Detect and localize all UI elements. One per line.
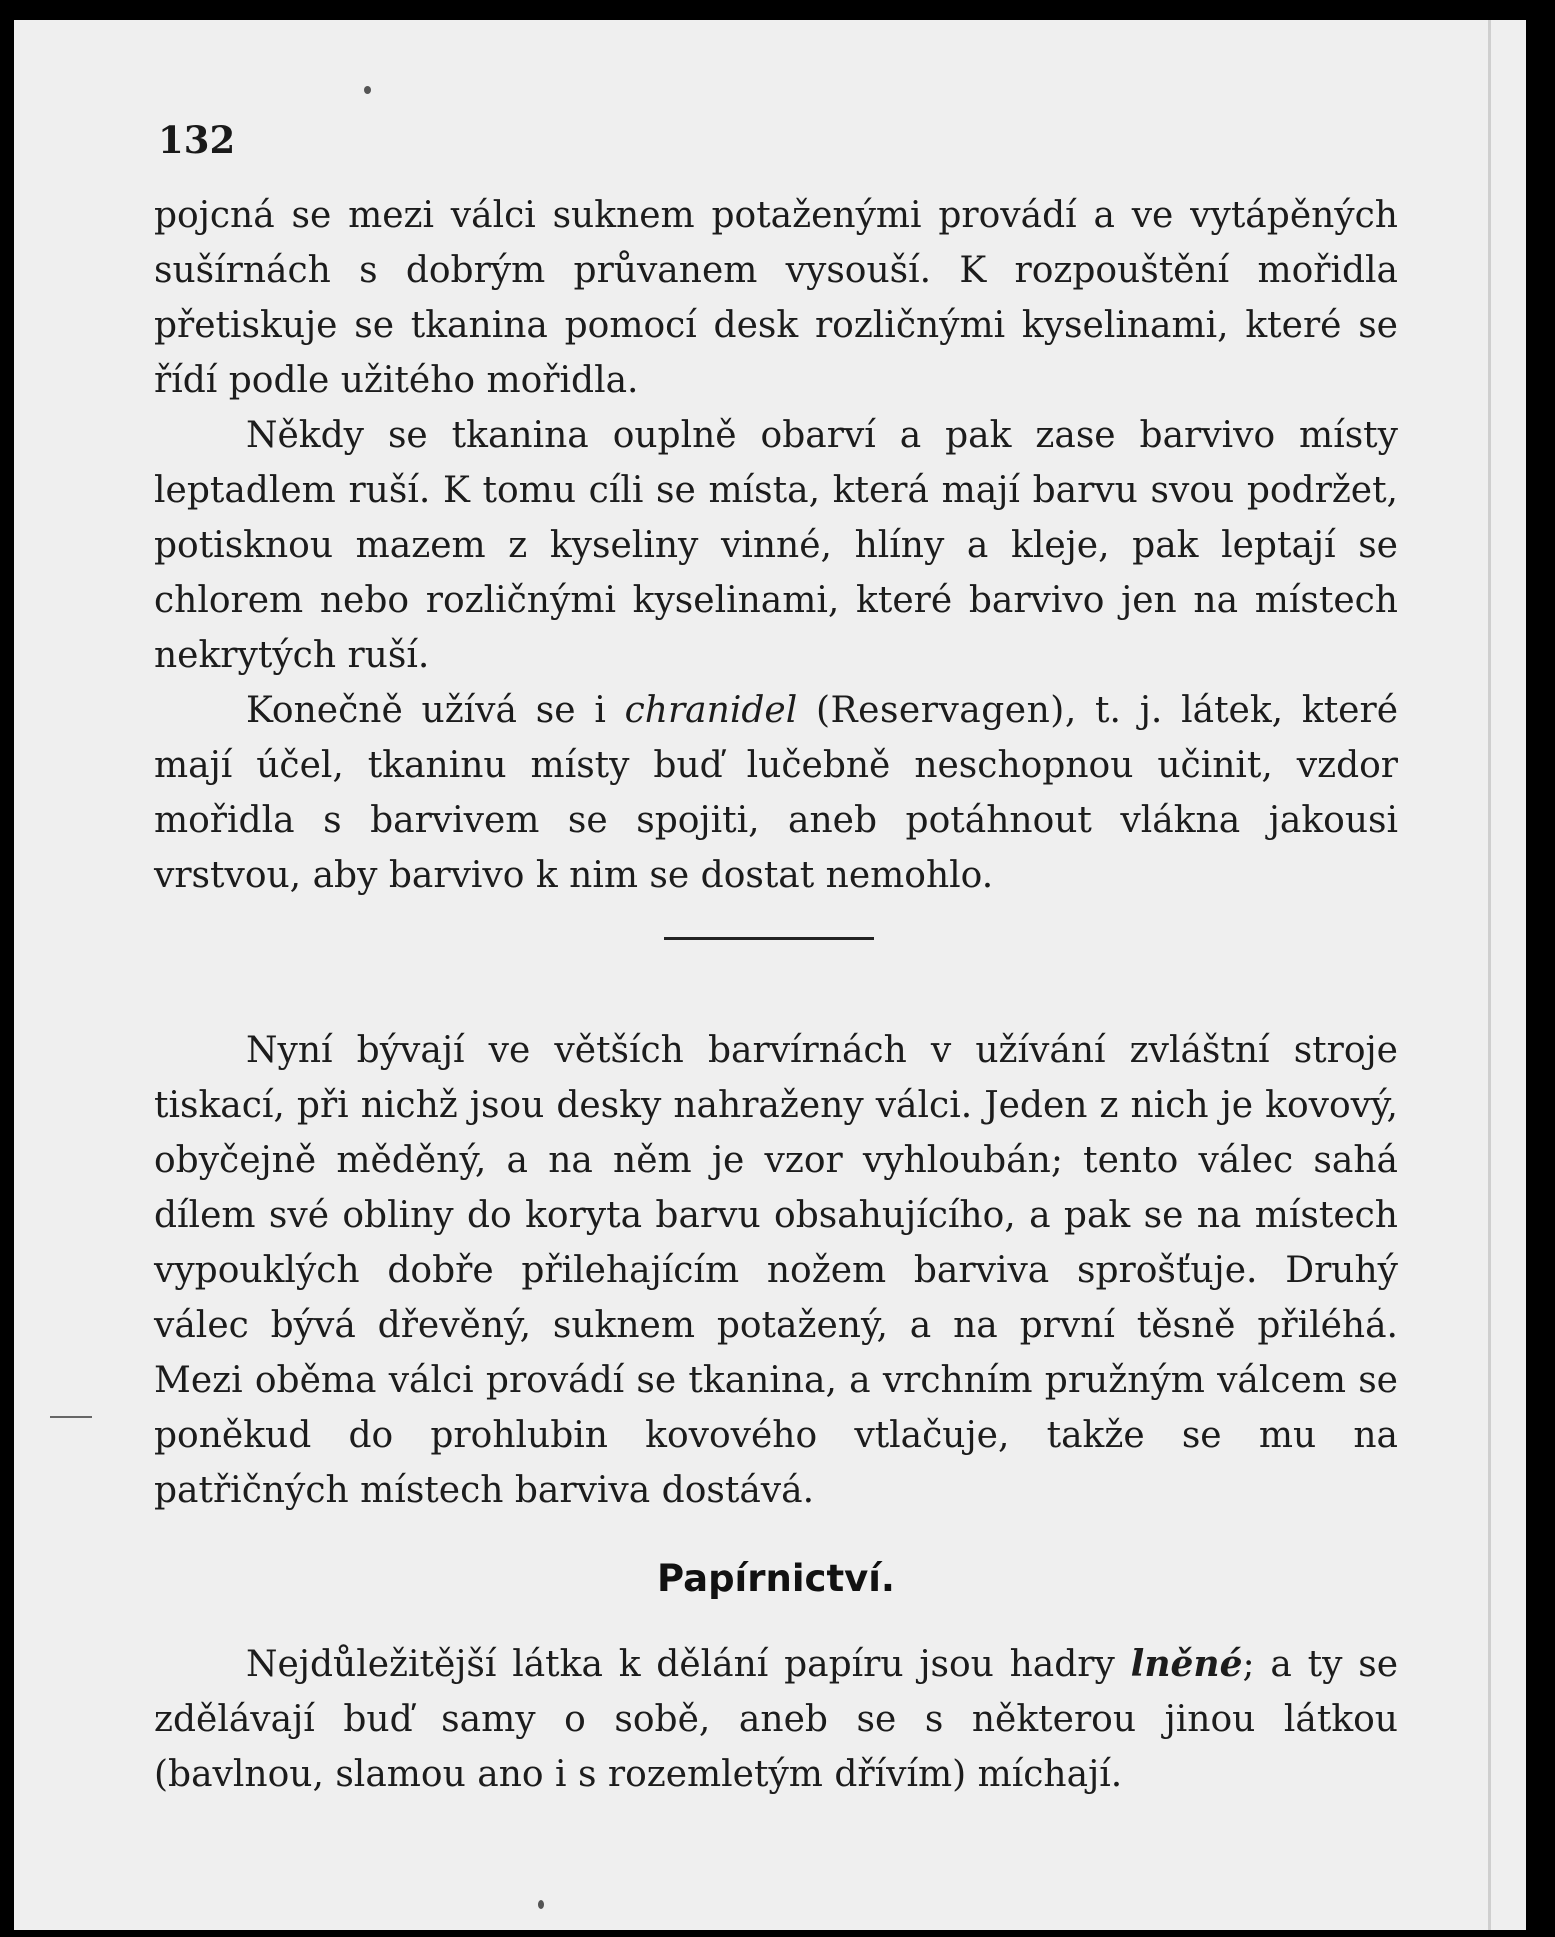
paragraph: Někdy se tkanina ouplně obarví a pak zase barvivo místy leptadlem ruší. K tomu cíli se místa, která mají barvu svou podržet, potisknou mazem z kyseliny vinné, hlíny a kleje, pak leptají se chlorem nebo rozličnými kyselinami, které barvivo jen na místech nekrytých ruší. [154, 415, 1398, 676]
page-number: 132 [158, 118, 236, 162]
section-divider [664, 937, 874, 940]
text-run: ; a ty se zdělávají buď samy o sobě, aneb se s některou jinou látkou (bavlnou, slamou ano i s rozemletým dřívím) míchají. [154, 1644, 1398, 1795]
italic-term: lněné [1130, 1643, 1243, 1685]
text-block-lower [154, 1637, 1398, 1802]
paragraph [154, 1637, 1398, 1802]
paragraph: Nyní bývají ve větších barvírnách v užívání zvláštní stroje tiskací, při nichž jsou desky nahraženy válci. Jeden z nich je kovový, obyčejně měděný, a na něm je vzor vyhloubán; tento válec sahá dílem své obliny do koryta barvu obsahujícího, a pak se na místech vypouklých dobře přilehajícím nožem barviva sprošťuje. Druhý válec bývá dřevěný, suknem potažený, a na první těsně přiléhá. Mezi oběma válci provádí se tkanina, a vrchním pružným válcem se poněkud do prohlubin kovového vtlačuje, takže se mu na patřičných místech barviva dostává. [154, 1030, 1398, 1511]
fraktur-term: (Reservagen) [816, 690, 1065, 731]
italic-term: chranidel [624, 690, 798, 731]
paragraph-continued: pojcná se mezi válci suknem potaženými provádí a ve vytápěných sušírnách s dobrým průvanem vysouší. K rozpouštění mořidla přetiskuje se tkanina pomocí desk rozličnými kyselinami, které se řídí podle užitého mořidla. [154, 195, 1398, 401]
ink-speck [538, 1900, 544, 1909]
margin-mark [50, 1416, 92, 1418]
paragraph [154, 683, 1398, 903]
document-page [14, 20, 1526, 1930]
text-run: , t. j. látek, které mají účel, tkaninu místy buď lučebně neschopnou učinit, vzdor mořidla s barvivem se spojiti, aneb potáhnout vlákna jakousi vrstvou, aby barvivo k nim se dostat nemohlo. [154, 690, 1398, 896]
page-edge [1488, 20, 1491, 1930]
text-block-upper [154, 188, 1398, 903]
text-block-middle [154, 1023, 1398, 1518]
section-heading: Papírnictví. [656, 1557, 895, 1600]
ink-speck [364, 86, 371, 94]
text-run: Nejdůležitější látka k dělání papíru jsou hadry [246, 1644, 1131, 1685]
text-run: Konečně užívá se i [246, 690, 625, 731]
